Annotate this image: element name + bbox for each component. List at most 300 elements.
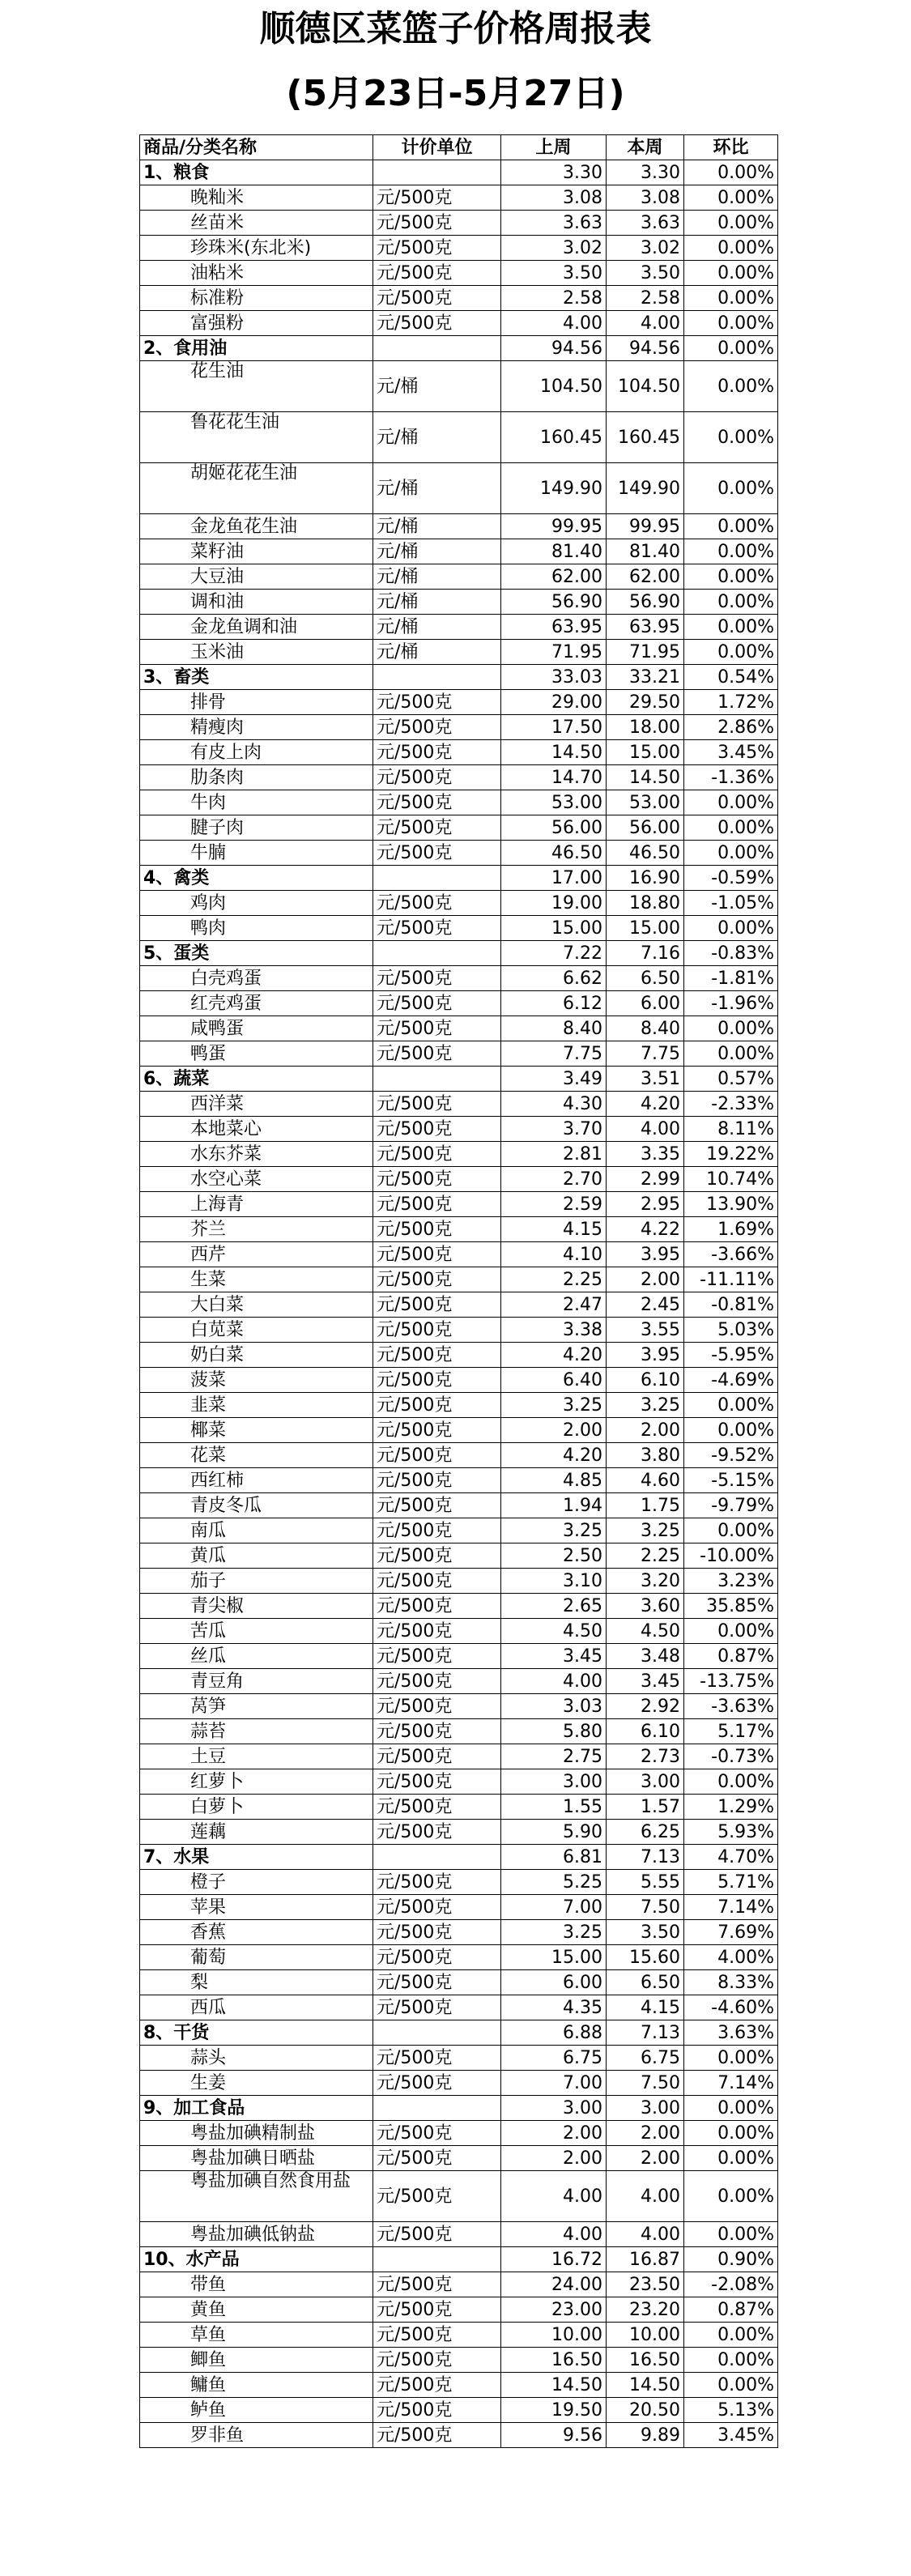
cell-unit: 元/500克 — [373, 1217, 501, 1242]
cell-prev: 3.00 — [501, 2096, 607, 2121]
cell-cur: 5.55 — [607, 1870, 684, 1895]
cell-cur: 3.95 — [607, 1242, 684, 1267]
cell-prev: 17.00 — [501, 866, 607, 891]
table-row — [140, 1569, 778, 1594]
cell-chg: 0.00% — [684, 2373, 778, 2398]
cell-cur: 6.10 — [607, 1719, 684, 1744]
cell-cur: 8.40 — [607, 1016, 684, 1041]
cell-name: 鳙鱼 — [140, 2373, 373, 2398]
table-row — [140, 1318, 778, 1343]
cell-unit: 元/500克 — [373, 2121, 501, 2146]
table-row — [140, 891, 778, 916]
cell-cur: 94.56 — [607, 336, 684, 361]
cell-chg: 4.70% — [684, 1845, 778, 1870]
category-row — [140, 665, 778, 690]
cell-unit: 元/500克 — [373, 1569, 501, 1594]
cell-name: 鲈鱼 — [140, 2398, 373, 2423]
table-row — [140, 1493, 778, 1518]
cell-unit: 元/500克 — [373, 1142, 501, 1167]
cell-cur: 4.20 — [607, 1092, 684, 1117]
cell-prev: 33.03 — [501, 665, 607, 690]
table-row — [140, 1418, 778, 1443]
cell-unit: 元/500克 — [373, 1543, 501, 1569]
cell-unit: 元/500克 — [373, 2071, 501, 2096]
category-row — [140, 1845, 778, 1870]
cell-unit: 元/500克 — [373, 1945, 501, 1970]
cell-cur: 3.00 — [607, 2096, 684, 2121]
cell-cur: 3.80 — [607, 1443, 684, 1468]
cell-name: 葡萄 — [140, 1945, 373, 1970]
cell-unit: 元/500克 — [373, 2171, 501, 2222]
cell-prev: 99.95 — [501, 514, 607, 539]
cell-cur: 6.75 — [607, 2046, 684, 2071]
cell-unit: 元/500克 — [373, 1041, 501, 1067]
cell-unit: 元/500克 — [373, 261, 501, 286]
cell-name: 生姜 — [140, 2071, 373, 2096]
cell-cur: 3.08 — [607, 185, 684, 211]
cell-name: 鸡肉 — [140, 891, 373, 916]
cell-prev: 2.47 — [501, 1292, 607, 1318]
cell-unit — [373, 2020, 501, 2046]
cell-unit: 元/500克 — [373, 1242, 501, 1267]
cell-unit: 元/500克 — [373, 2272, 501, 2297]
table-row — [140, 2373, 778, 2398]
cell-chg: -0.81% — [684, 1292, 778, 1318]
cell-unit — [373, 160, 501, 185]
cell-prev: 71.95 — [501, 640, 607, 665]
cell-unit: 元/500克 — [373, 1318, 501, 1343]
cell-name: 西红柿 — [140, 1468, 373, 1493]
cell-cur: 29.50 — [607, 690, 684, 715]
cell-cur: 15.00 — [607, 740, 684, 765]
table-row — [140, 286, 778, 311]
cell-prev: 4.20 — [501, 1343, 607, 1368]
table-row — [140, 1995, 778, 2020]
cell-chg: -2.33% — [684, 1092, 778, 1117]
table-row — [140, 2323, 778, 2348]
cell-name: 珍珠米(东北米) — [140, 236, 373, 261]
cell-prev: 3.49 — [501, 1067, 607, 1092]
cell-chg: 0.00% — [684, 160, 778, 185]
cell-cur: 14.50 — [607, 765, 684, 790]
cell-cur: 3.25 — [607, 1393, 684, 1418]
cell-prev: 19.50 — [501, 2398, 607, 2423]
cell-prev: 53.00 — [501, 790, 607, 815]
cell-name: 金龙鱼调和油 — [140, 615, 373, 640]
cell-cur: 63.95 — [607, 615, 684, 640]
table-row — [140, 1368, 778, 1393]
table-row — [140, 1343, 778, 1368]
cell-prev: 4.35 — [501, 1995, 607, 2020]
cell-cur: 20.50 — [607, 2398, 684, 2423]
cell-prev: 3.25 — [501, 1920, 607, 1945]
cell-prev: 2.81 — [501, 1142, 607, 1167]
cell-name: 黄鱼 — [140, 2297, 373, 2323]
cell-cur: 16.90 — [607, 866, 684, 891]
cell-unit: 元/500克 — [373, 1744, 501, 1769]
cell-unit: 元/500克 — [373, 715, 501, 740]
cell-name: 鸭蛋 — [140, 1041, 373, 1067]
cell-chg: 7.14% — [684, 2071, 778, 2096]
cell-chg: -1.36% — [684, 765, 778, 790]
cell-name: 肋条肉 — [140, 765, 373, 790]
cell-prev: 14.50 — [501, 2373, 607, 2398]
cell-prev: 5.80 — [501, 1719, 607, 1744]
table-row — [140, 1167, 778, 1192]
cell-cur: 10.00 — [607, 2323, 684, 2348]
cell-cur: 3.95 — [607, 1343, 684, 1368]
cell-prev: 16.50 — [501, 2348, 607, 2373]
cell-prev: 24.00 — [501, 2272, 607, 2297]
cell-chg: 5.03% — [684, 1318, 778, 1343]
cell-unit: 元/500克 — [373, 2373, 501, 2398]
cell-chg: 0.00% — [684, 815, 778, 841]
cell-unit: 元/500克 — [373, 1970, 501, 1995]
cell-cur: 1.75 — [607, 1493, 684, 1518]
cell-chg: 1.69% — [684, 1217, 778, 1242]
table-row — [140, 1543, 778, 1569]
cell-chg: -1.96% — [684, 991, 778, 1016]
cell-name: 苦瓜 — [140, 1619, 373, 1644]
cell-cur: 7.50 — [607, 1895, 684, 1920]
cell-name: 青尖椒 — [140, 1594, 373, 1619]
cell-prev: 3.30 — [501, 160, 607, 185]
cell-unit: 元/500克 — [373, 1769, 501, 1795]
cell-unit — [373, 665, 501, 690]
cell-prev: 2.00 — [501, 2121, 607, 2146]
cell-unit: 元/500克 — [373, 1719, 501, 1744]
cell-unit: 元/500克 — [373, 2146, 501, 2171]
cell-cur: 6.10 — [607, 1368, 684, 1393]
cell-prev: 2.58 — [501, 286, 607, 311]
cell-chg: 0.57% — [684, 1067, 778, 1092]
cell-chg: 0.00% — [684, 311, 778, 336]
cell-chg: 0.00% — [684, 1393, 778, 1418]
cell-name: 1、粮食 — [140, 160, 373, 185]
cell-chg: 13.90% — [684, 1192, 778, 1217]
cell-unit: 元/500克 — [373, 1870, 501, 1895]
cell-chg: -5.15% — [684, 1468, 778, 1493]
cell-unit — [373, 866, 501, 891]
table-row — [140, 790, 778, 815]
cell-cur: 2.00 — [607, 2121, 684, 2146]
cell-unit: 元/500克 — [373, 2323, 501, 2348]
cell-name: 粤盐加碘日晒盐 — [140, 2146, 373, 2171]
cell-cur: 4.00 — [607, 311, 684, 336]
cell-chg: 0.00% — [684, 640, 778, 665]
cell-name: 奶白菜 — [140, 1343, 373, 1368]
cell-chg: 3.63% — [684, 2020, 778, 2046]
cell-cur: 7.16 — [607, 941, 684, 966]
cell-cur: 16.87 — [607, 2247, 684, 2272]
cell-name: 莴笋 — [140, 1694, 373, 1719]
cell-name: 茄子 — [140, 1569, 373, 1594]
cell-chg: 4.00% — [684, 1945, 778, 1970]
cell-unit: 元/500克 — [373, 690, 501, 715]
cell-name: 生菜 — [140, 1267, 373, 1292]
cell-chg: 0.00% — [684, 1041, 778, 1067]
cell-unit: 元/500克 — [373, 1895, 501, 1920]
cell-prev: 7.22 — [501, 941, 607, 966]
cell-prev: 6.00 — [501, 1970, 607, 1995]
cell-name: 水东芥菜 — [140, 1142, 373, 1167]
cell-prev: 4.20 — [501, 1443, 607, 1468]
cell-prev: 15.00 — [501, 1945, 607, 1970]
cell-cur: 2.25 — [607, 1543, 684, 1569]
table-row — [140, 185, 778, 211]
cell-chg: -1.05% — [684, 891, 778, 916]
cell-cur: 3.30 — [607, 160, 684, 185]
cell-name: 青豆角 — [140, 1669, 373, 1694]
cell-prev: 3.45 — [501, 1644, 607, 1669]
cell-cur: 1.57 — [607, 1795, 684, 1820]
cell-chg: 0.00% — [684, 211, 778, 236]
cell-chg: -13.75% — [684, 1669, 778, 1694]
cell-cur: 7.13 — [607, 2020, 684, 2046]
cell-name: 9、加工食品 — [140, 2096, 373, 2121]
table-row — [140, 1267, 778, 1292]
cell-prev: 3.25 — [501, 1518, 607, 1543]
table-row — [140, 2171, 778, 2222]
table-row — [140, 740, 778, 765]
cell-name: 芥兰 — [140, 1217, 373, 1242]
cell-unit: 元/桶 — [373, 564, 501, 590]
table-row — [140, 966, 778, 991]
cell-cur: 4.00 — [607, 2222, 684, 2247]
cell-prev: 4.00 — [501, 2171, 607, 2222]
cell-prev: 3.63 — [501, 211, 607, 236]
cell-cur: 3.48 — [607, 1644, 684, 1669]
cell-prev: 2.00 — [501, 1418, 607, 1443]
cell-name: 水空心菜 — [140, 1167, 373, 1192]
cell-prev: 4.30 — [501, 1092, 607, 1117]
cell-cur: 6.00 — [607, 991, 684, 1016]
page-subtitle: (5月23日-5月27日) — [286, 73, 625, 114]
cell-unit: 元/500克 — [373, 1493, 501, 1518]
cell-name: 牛腩 — [140, 841, 373, 866]
cell-chg: 2.86% — [684, 715, 778, 740]
cell-name: 草鱼 — [140, 2323, 373, 2348]
cell-chg: 0.87% — [684, 2297, 778, 2323]
table-row — [140, 1895, 778, 1920]
cell-unit: 元/桶 — [373, 640, 501, 665]
cell-unit: 元/500克 — [373, 1167, 501, 1192]
cell-unit: 元/500克 — [373, 740, 501, 765]
cell-unit: 元/桶 — [373, 590, 501, 615]
cell-cur: 3.20 — [607, 1569, 684, 1594]
cell-cur: 3.25 — [607, 1518, 684, 1543]
cell-name: 上海青 — [140, 1192, 373, 1217]
cell-cur: 149.90 — [607, 463, 684, 514]
cell-unit: 元/500克 — [373, 1443, 501, 1468]
cell-prev: 2.75 — [501, 1744, 607, 1769]
cell-name: 玉米油 — [140, 640, 373, 665]
cell-cur: 7.13 — [607, 1845, 684, 1870]
cell-chg: 0.00% — [684, 1016, 778, 1041]
cell-prev: 5.25 — [501, 1870, 607, 1895]
table-row — [140, 1669, 778, 1694]
cell-cur: 15.00 — [607, 916, 684, 941]
table-row — [140, 211, 778, 236]
table-row — [140, 2222, 778, 2247]
cell-unit: 元/500克 — [373, 966, 501, 991]
table-row — [140, 1619, 778, 1644]
cell-name: 白萝卜 — [140, 1795, 373, 1820]
cell-chg: 0.00% — [684, 412, 778, 463]
cell-prev: 149.90 — [501, 463, 607, 514]
cell-name: 8、干货 — [140, 2020, 373, 2046]
cell-cur: 53.00 — [607, 790, 684, 815]
cell-prev: 6.40 — [501, 1368, 607, 1393]
cell-unit: 元/桶 — [373, 463, 501, 514]
table-row — [140, 564, 778, 590]
cell-prev: 14.70 — [501, 765, 607, 790]
price-table — [139, 134, 778, 2448]
cell-unit: 元/500克 — [373, 1343, 501, 1368]
cell-cur: 160.45 — [607, 412, 684, 463]
table-row — [140, 236, 778, 261]
table-row — [140, 1393, 778, 1418]
cell-chg: 0.00% — [684, 1418, 778, 1443]
cell-unit: 元/500克 — [373, 1092, 501, 1117]
cell-chg: -4.60% — [684, 1995, 778, 2020]
cell-chg: 0.00% — [684, 514, 778, 539]
table-row — [140, 1242, 778, 1267]
cell-chg: 0.00% — [684, 463, 778, 514]
cell-cur: 3.55 — [607, 1318, 684, 1343]
cell-chg: -4.69% — [684, 1368, 778, 1393]
cell-unit: 元/500克 — [373, 1694, 501, 1719]
cell-chg: 0.00% — [684, 615, 778, 640]
cell-cur: 3.63 — [607, 211, 684, 236]
cell-chg: -10.00% — [684, 1543, 778, 1569]
cell-name: 罗非鱼 — [140, 2423, 373, 2448]
cell-chg: -2.08% — [684, 2272, 778, 2297]
table-row — [140, 640, 778, 665]
cell-prev: 3.00 — [501, 1769, 607, 1795]
cell-cur: 18.80 — [607, 891, 684, 916]
cell-prev: 6.81 — [501, 1845, 607, 1870]
category-row — [140, 941, 778, 966]
table-row — [140, 1117, 778, 1142]
cell-prev: 4.00 — [501, 311, 607, 336]
cell-chg: 5.13% — [684, 2398, 778, 2423]
cell-name: 梨 — [140, 1970, 373, 1995]
table-row — [140, 1092, 778, 1117]
cell-prev: 8.40 — [501, 1016, 607, 1041]
cell-chg: 0.90% — [684, 2247, 778, 2272]
cell-name: 丝瓜 — [140, 1644, 373, 1669]
cell-chg: 0.00% — [684, 185, 778, 211]
cell-unit: 元/500克 — [373, 286, 501, 311]
table-row — [140, 1694, 778, 1719]
cell-prev: 4.00 — [501, 2222, 607, 2247]
table-row — [140, 715, 778, 740]
cell-cur: 2.58 — [607, 286, 684, 311]
cell-name: 橙子 — [140, 1870, 373, 1895]
cell-chg: 0.00% — [684, 1769, 778, 1795]
cell-unit: 元/500克 — [373, 790, 501, 815]
cell-chg: 0.54% — [684, 665, 778, 690]
table-row — [140, 2046, 778, 2071]
cell-chg: 0.00% — [684, 336, 778, 361]
table-row — [140, 1468, 778, 1493]
cell-name: 调和油 — [140, 590, 373, 615]
cell-chg: 8.33% — [684, 1970, 778, 1995]
cell-chg: 0.00% — [684, 2323, 778, 2348]
table-row — [140, 514, 778, 539]
cell-cur: 3.45 — [607, 1669, 684, 1694]
cell-prev: 3.10 — [501, 1569, 607, 1594]
cell-name: 丝苗米 — [140, 211, 373, 236]
table-row — [140, 815, 778, 841]
cell-prev: 14.50 — [501, 740, 607, 765]
cell-chg: 0.00% — [684, 361, 778, 412]
table-row — [140, 1292, 778, 1318]
cell-unit: 元/500克 — [373, 1468, 501, 1493]
category-row — [140, 866, 778, 891]
cell-cur: 46.50 — [607, 841, 684, 866]
header-prev: 上周 — [501, 135, 607, 160]
table-row — [140, 2297, 778, 2323]
cell-name: 富强粉 — [140, 311, 373, 336]
table-row — [140, 1744, 778, 1769]
table-row — [140, 2071, 778, 2096]
cell-unit: 元/500克 — [373, 1920, 501, 1945]
cell-unit: 元/500克 — [373, 1594, 501, 1619]
cell-name: 鲁花花生油 — [140, 412, 373, 463]
table-row — [140, 2348, 778, 2373]
cell-chg: 3.45% — [684, 2423, 778, 2448]
cell-unit — [373, 2096, 501, 2121]
cell-prev: 46.50 — [501, 841, 607, 866]
cell-chg: 0.00% — [684, 2222, 778, 2247]
cell-chg: 10.74% — [684, 1167, 778, 1192]
table-row — [140, 1870, 778, 1895]
cell-name: 粤盐加碘低钠盐 — [140, 2222, 373, 2247]
table-row — [140, 1920, 778, 1945]
cell-cur: 2.00 — [607, 1418, 684, 1443]
cell-unit — [373, 941, 501, 966]
cell-unit: 元/500克 — [373, 311, 501, 336]
cell-chg: 0.00% — [684, 790, 778, 815]
cell-prev: 81.40 — [501, 539, 607, 564]
cell-prev: 2.70 — [501, 1167, 607, 1192]
cell-unit: 元/桶 — [373, 615, 501, 640]
cell-cur: 6.25 — [607, 1820, 684, 1845]
cell-cur: 6.50 — [607, 1970, 684, 1995]
cell-cur: 4.00 — [607, 2171, 684, 2222]
cell-chg: 0.00% — [684, 2146, 778, 2171]
cell-chg: 0.00% — [684, 1619, 778, 1644]
cell-name: 腱子肉 — [140, 815, 373, 841]
cell-chg: -0.59% — [684, 866, 778, 891]
cell-unit: 元/桶 — [373, 514, 501, 539]
cell-chg: 0.00% — [684, 1518, 778, 1543]
cell-chg: 0.00% — [684, 286, 778, 311]
table-row — [140, 311, 778, 336]
cell-prev: 4.50 — [501, 1619, 607, 1644]
table-row — [140, 1016, 778, 1041]
cell-prev: 3.25 — [501, 1393, 607, 1418]
cell-unit: 元/500克 — [373, 916, 501, 941]
cell-cur: 18.00 — [607, 715, 684, 740]
cell-name: 10、水产品 — [140, 2247, 373, 2272]
cell-prev: 6.12 — [501, 991, 607, 1016]
cell-chg: 0.00% — [684, 564, 778, 590]
cell-cur: 56.00 — [607, 815, 684, 841]
cell-unit: 元/500克 — [373, 211, 501, 236]
